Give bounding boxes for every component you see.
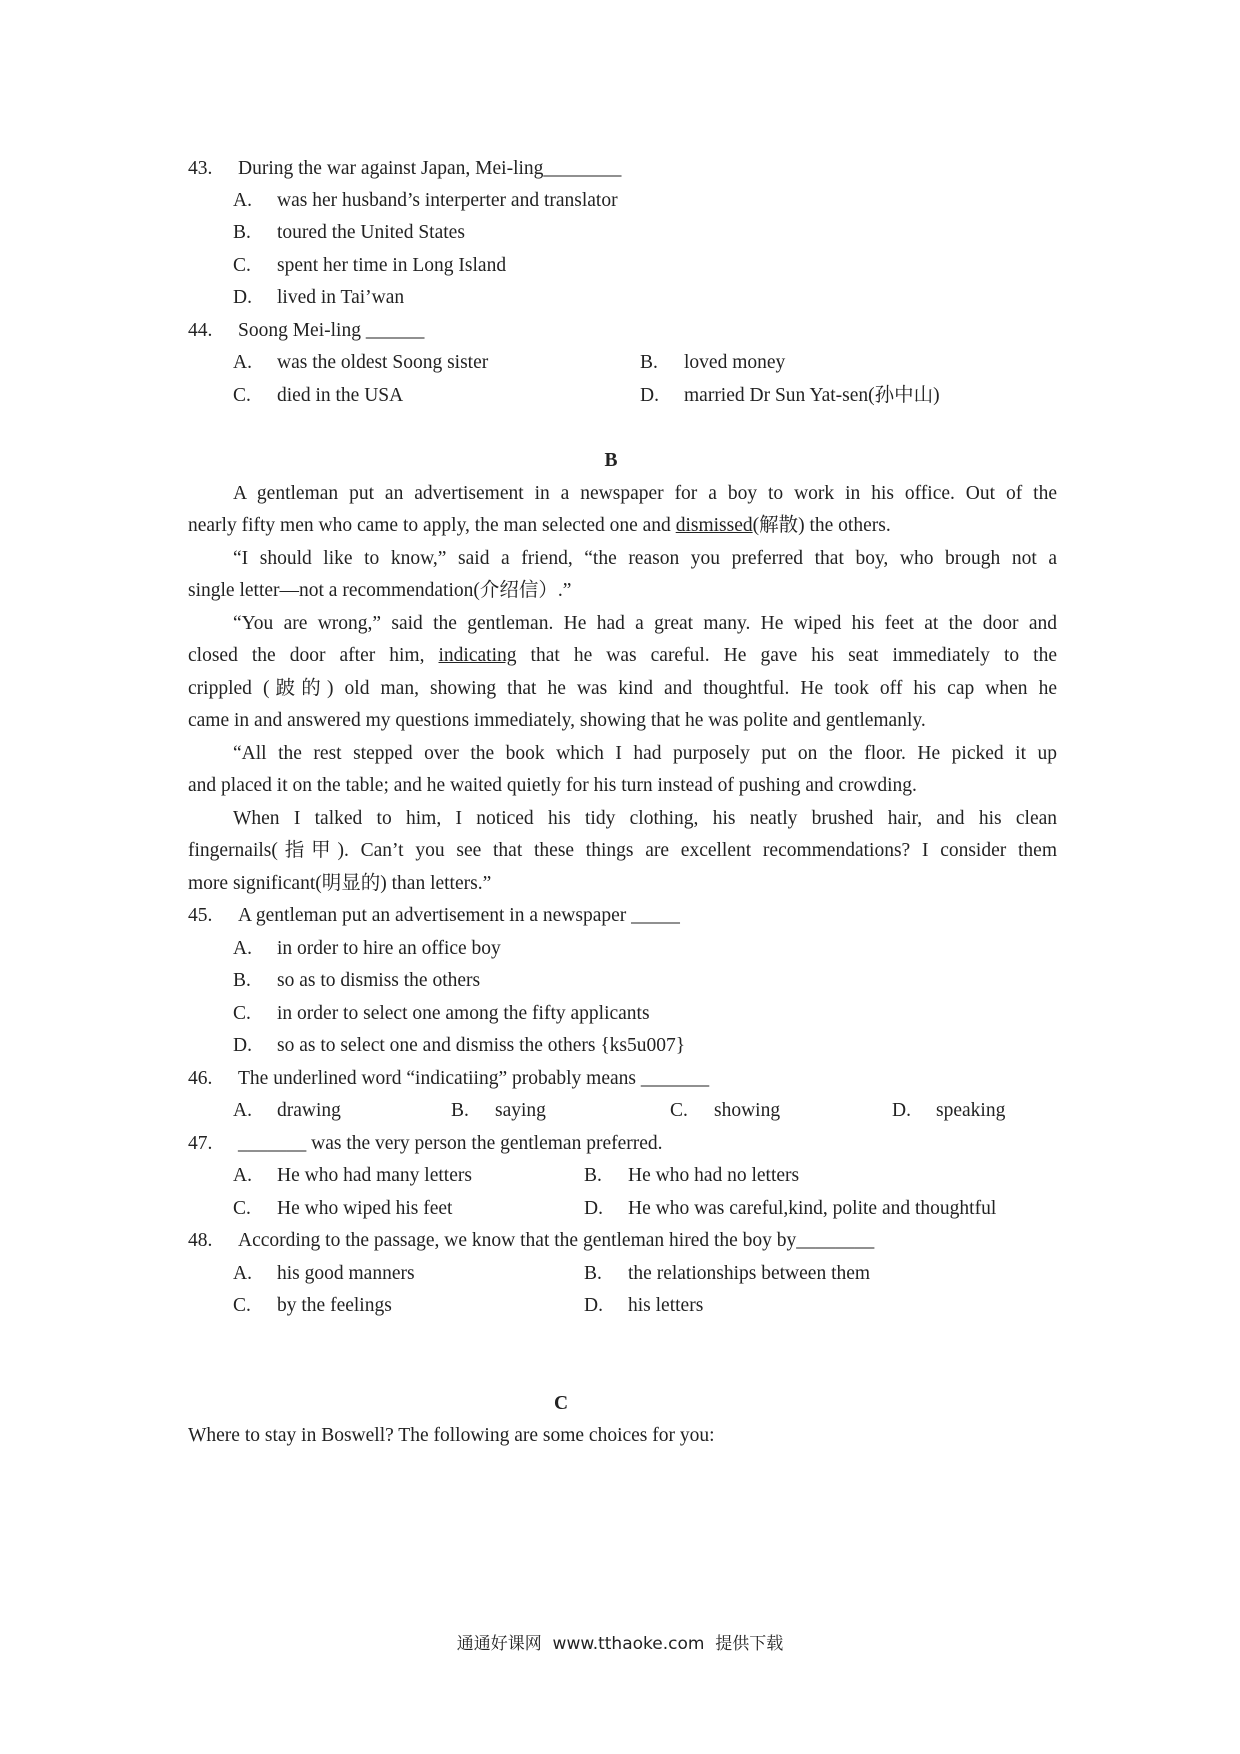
passage-line: fingernails(指甲). Can’t you see that these things are excellent recommendations? I consider them xyxy=(188,840,1057,861)
option-letter: C. xyxy=(233,1295,251,1316)
option-44-a xyxy=(233,351,488,375)
option-43-c xyxy=(233,254,506,278)
option-letter: D. xyxy=(233,1035,252,1056)
option-text: so as to dismiss the others xyxy=(277,970,481,991)
option-45-d xyxy=(233,1034,685,1058)
page-footer: 通通好课网 www.tthaoke.com 提供下载 xyxy=(456,1634,784,1654)
option-letter: B. xyxy=(584,1165,602,1186)
option-48-a xyxy=(233,1262,415,1286)
option-letter: D. xyxy=(640,385,659,406)
option-text: his letters xyxy=(628,1295,704,1316)
option-44-d xyxy=(640,384,940,408)
option-letter: A. xyxy=(233,1263,252,1284)
option-text: loved money xyxy=(684,352,786,373)
option-letter: D. xyxy=(233,287,252,308)
option-letter: A. xyxy=(233,352,252,373)
option-letter: C. xyxy=(233,255,251,276)
option-text: by the feelings xyxy=(277,1295,392,1316)
option-text: the relationships between them xyxy=(628,1263,871,1284)
underlined-word-indicating: indicating xyxy=(438,645,517,666)
question-stem: During the war against Japan, Mei-ling________ xyxy=(238,158,622,179)
option-text: He who was careful,kind, polite and thoughtful xyxy=(628,1198,997,1219)
option-text: in order to hire an office boy xyxy=(277,938,501,959)
passage-text: closed the door after him, xyxy=(188,645,439,666)
option-text: lived in Tai’wan xyxy=(277,287,405,308)
option-text: spent her time in Long Island xyxy=(277,255,507,276)
passage-line: “I should like to know,” said a friend, “the reason you preferred that boy, who brough not a xyxy=(233,548,1057,569)
option-47-b xyxy=(584,1164,799,1188)
passage-line: A gentleman put an advertisement in a newspaper for a boy to work in his office. Out of the xyxy=(233,483,1057,504)
option-47-a xyxy=(233,1164,472,1188)
option-48-b xyxy=(584,1262,870,1286)
option-text: drawing xyxy=(277,1100,341,1121)
section-c-heading: C xyxy=(553,1393,569,1414)
option-43-d xyxy=(233,286,404,310)
question-stem: The underlined word “indicatiing” probably means _______ xyxy=(238,1068,710,1089)
option-48-c xyxy=(233,1294,392,1318)
question-44 xyxy=(188,319,424,343)
question-45 xyxy=(188,904,680,928)
option-45-c xyxy=(233,1002,650,1026)
option-45-b xyxy=(233,969,480,993)
option-letter: D. xyxy=(584,1295,603,1316)
option-46-b xyxy=(451,1099,546,1123)
passage-line: “You are wrong,” said the gentleman. He had a great many. He wiped his feet at the door and xyxy=(233,613,1057,634)
option-text: so as to select one and dismiss the others {ks5u007} xyxy=(277,1035,686,1056)
option-47-d xyxy=(584,1197,996,1221)
question-48 xyxy=(188,1229,874,1253)
option-letter: C. xyxy=(233,385,251,406)
passage-line: more significant(明显的) than letters.” xyxy=(188,873,492,894)
option-letter: D. xyxy=(584,1198,603,1219)
option-46-d xyxy=(892,1099,1005,1123)
option-text: showing xyxy=(714,1100,781,1121)
option-letter: B. xyxy=(233,222,251,243)
option-letter: B. xyxy=(451,1100,469,1121)
option-letter: B. xyxy=(640,352,658,373)
question-number: 46. xyxy=(188,1068,213,1089)
question-46 xyxy=(188,1067,709,1091)
section-c-intro: Where to stay in Boswell? The following are some choices for you: xyxy=(188,1425,715,1446)
option-letter: B. xyxy=(233,970,251,991)
option-text: He who had no letters xyxy=(628,1165,800,1186)
option-text: in order to select one among the fifty applicants xyxy=(277,1003,650,1024)
option-48-d xyxy=(584,1294,703,1318)
option-text: He who wiped his feet xyxy=(277,1198,453,1219)
option-text: toured the United States xyxy=(277,222,465,243)
option-text: his good manners xyxy=(277,1263,415,1284)
passage-line xyxy=(188,514,891,538)
question-number: 47. xyxy=(188,1133,213,1154)
option-letter: A. xyxy=(233,1165,252,1186)
passage-line: “All the rest stepped over the book which I had purposely put on the floor. He picked it up xyxy=(233,743,1057,764)
option-46-a xyxy=(233,1099,341,1123)
question-number: 48. xyxy=(188,1230,213,1251)
option-text: speaking xyxy=(936,1100,1006,1121)
question-stem: According to the passage, we know that the gentleman hired the boy by________ xyxy=(238,1230,875,1251)
section-b-heading: B xyxy=(604,450,618,471)
option-letter: B. xyxy=(584,1263,602,1284)
option-letter: A. xyxy=(233,938,252,959)
passage-line xyxy=(188,644,1057,668)
question-number: 44. xyxy=(188,320,213,341)
question-47 xyxy=(188,1132,663,1156)
passage-line: single letter—not a recommendation(介绍信）.” xyxy=(188,580,572,601)
question-stem: Soong Mei-ling ______ xyxy=(238,320,425,341)
option-letter: A. xyxy=(233,1100,252,1121)
passage-line: crippled (跛的) old man, showing that he was kind and thoughtful. He took off his cap when he xyxy=(188,678,1057,699)
option-letter: A. xyxy=(233,190,252,211)
question-stem: _______ was the very person the gentleman preferred. xyxy=(238,1133,663,1154)
passage-text: nearly fifty men who came to apply, the man selected one and xyxy=(188,515,676,536)
option-45-a xyxy=(233,937,501,961)
option-46-c xyxy=(670,1099,780,1123)
passage-text: (解散) the others. xyxy=(752,515,891,536)
question-number: 45. xyxy=(188,905,213,926)
option-text: was her husband’s interperter and translator xyxy=(277,190,618,211)
option-43-a xyxy=(233,189,618,213)
option-letter: C. xyxy=(233,1003,251,1024)
option-text: saying xyxy=(495,1100,546,1121)
option-text: was the oldest Soong sister xyxy=(277,352,489,373)
option-text: died in the USA xyxy=(277,385,404,406)
passage-text: that he was careful. He gave his seat immediately to the xyxy=(516,645,1057,666)
passage-line: When I talked to him, I noticed his tidy clothing, his neatly brushed hair, and his clean xyxy=(233,808,1057,829)
option-letter: C. xyxy=(670,1100,688,1121)
option-44-b xyxy=(640,351,785,375)
option-letter: C. xyxy=(233,1198,251,1219)
option-text: He who had many letters xyxy=(277,1165,472,1186)
option-47-c xyxy=(233,1197,452,1221)
question-43 xyxy=(188,157,621,181)
question-stem: A gentleman put an advertisement in a newspaper _____ xyxy=(238,905,680,926)
option-letter: D. xyxy=(892,1100,911,1121)
option-43-b xyxy=(233,221,465,245)
question-number: 43. xyxy=(188,158,213,179)
passage-line: came in and answered my questions immediately, showing that he was polite and gentlemanly. xyxy=(188,710,926,731)
option-text: married Dr Sun Yat-sen(孙中山) xyxy=(684,385,940,406)
underlined-word-dismissed: dismissed xyxy=(675,515,753,536)
option-44-c xyxy=(233,384,403,408)
passage-line: and placed it on the table; and he waited quietly for his turn instead of pushing and crowding. xyxy=(188,775,917,796)
